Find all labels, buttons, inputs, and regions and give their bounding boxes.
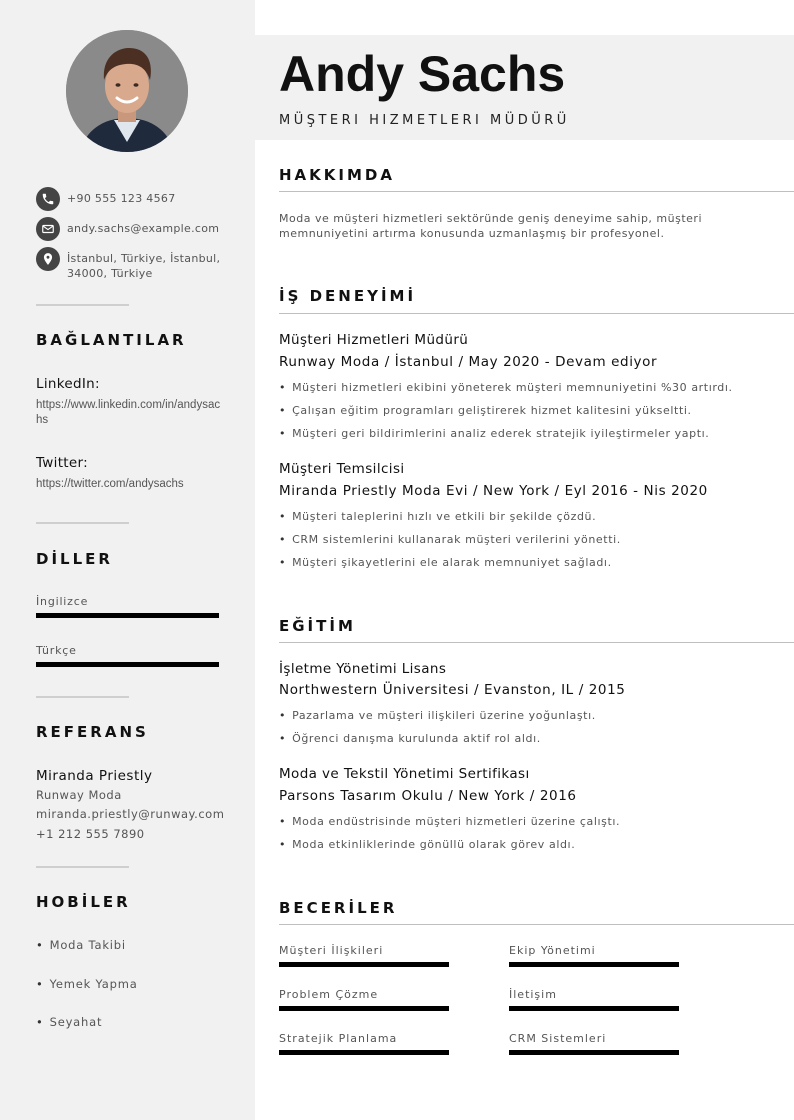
section-rule [279,313,794,314]
section-rule [279,924,794,925]
language-english-bar [36,613,219,618]
address [67,247,220,281]
skills-heading: BECERİLER [279,899,398,917]
education-meta: Parsons Tasarım Okulu / New York / 2016 [279,788,577,804]
skill-bar [279,1006,449,1011]
main-content [255,0,794,1120]
education-bullet: • Öğrenci danışma kurulunda aktif rol aldı. [279,732,541,745]
sidebar-divider [36,522,129,524]
education-meta: Northwestern Üniversitesi / Evanston, IL / 2015 [279,682,626,698]
contact-phone [36,187,176,211]
linkedin-label: LinkedIn: [36,376,100,392]
education-heading: EĞİTİM [279,617,356,635]
twitter-label: Twitter: [36,455,88,471]
education-degree: İşletme Yönetimi Lisans [279,661,447,677]
avatar [66,30,188,152]
sidebar-divider [36,866,129,868]
section-rule [279,191,794,192]
reference-heading: REFERANS [36,723,149,741]
reference-email: miranda.priestly@runway.com [36,807,225,821]
language-english-label: İngilizce [36,595,89,608]
full-name: Andy Sachs [279,46,566,102]
skill-bar [279,962,449,967]
job-bullet: • Müşteri şikayetlerini ele alarak memnuniyet sağladı. [279,556,612,569]
skill-label: Ekip Yönetimi [509,944,596,957]
skill-label: İletişim [509,988,557,1001]
twitter-url[interactable]: https://twitter.com/andysachs [36,478,184,490]
skill-label: Stratejik Planlama [279,1032,398,1045]
about-heading: HAKKIMDA [279,166,395,184]
job-bullet: • Çalışan eğitim programları geliştirerek hizmet kalitesini yükseltti. [279,404,692,417]
address-line-1: İstanbul, Türkiye, İstanbul, [67,252,221,265]
linkedin-url[interactable]: https://www.linkedin.com/in/andysachs [36,399,221,426]
job-bullet: • Müşteri taleplerini hızlı ve etkili bir şekilde çözdü. [279,510,597,523]
education-degree: Moda ve Tekstil Yönetimi Sertifikası [279,766,530,782]
languages-heading: DİLLER [36,550,113,568]
envelope-icon [36,217,60,241]
job-title: MÜŞTERI HIZMETLERI MÜDÜRÜ [279,113,570,128]
skill-bar [509,1050,679,1055]
job-bullet: • Müşteri hizmetleri ekibini yöneterek müşteri memnuniyetini %30 artırdı. [279,381,733,394]
skill-bar [509,962,679,967]
experience-heading: İŞ DENEYİMİ [279,287,417,305]
phone-icon [36,187,60,211]
map-pin-icon [36,247,60,271]
job-meta: Runway Moda / İstanbul / May 2020 - Devam ediyor [279,354,658,370]
job-role: Müşteri Temsilcisi [279,461,405,477]
language-turkish-label: Türkçe [36,644,77,657]
hobby-item: • Seyahat [36,1015,103,1029]
job-meta: Miranda Priestly Moda Evi / New York / Eyl 2016 - Nis 2020 [279,483,708,499]
sidebar-divider [36,304,129,306]
address-line-2: 34000, Türkiye [67,267,153,280]
skill-bar [509,1006,679,1011]
job-bullet: • Müşteri geri bildirimlerini analiz ederek stratejik iyileştirmeler yaptı. [279,427,710,440]
about-text: Moda ve müşteri hizmetleri sektöründe geniş deneyime sahip, müşteri memnuniyetini artırma konusunda uzmanlaşmış bir profesyonel. [279,212,703,240]
education-bullet: • Pazarlama ve müşteri ilişkileri üzerine yoğunlaştı. [279,709,596,722]
sidebar [0,0,255,1120]
profile-photo [66,30,188,152]
contact-address [36,247,220,281]
email-address: andy.sachs@example.com [67,222,220,235]
hobbies-heading: HOBİLER [36,893,131,911]
skill-bar [279,1050,449,1055]
section-rule [279,642,794,643]
education-bullet: • Moda endüstrisinde müşteri hizmetleri üzerine çalıştı. [279,815,621,828]
education-bullet: • Moda etkinliklerinde gönüllü olarak görev aldı. [279,838,576,851]
reference-phone: +1 212 555 7890 [36,827,145,841]
language-turkish-bar [36,662,219,667]
skill-label: CRM Sistemleri [509,1032,607,1045]
job-role: Müşteri Hizmetleri Müdürü [279,332,469,348]
sidebar-divider [36,696,129,698]
hobby-item: • Moda Takibi [36,938,126,952]
links-heading: BAĞLANTILAR [36,331,187,349]
skill-label: Problem Çözme [279,988,379,1001]
reference-company: Runway Moda [36,788,122,802]
phone-number: +90 555 123 4567 [67,192,176,205]
job-bullet: • CRM sistemlerini kullanarak müşteri verilerini yönetti. [279,533,621,546]
hobby-item: • Yemek Yapma [36,977,138,991]
contact-email [36,217,219,241]
skill-label: Müşteri İlişkileri [279,944,384,957]
reference-name: Miranda Priestly [36,768,153,784]
